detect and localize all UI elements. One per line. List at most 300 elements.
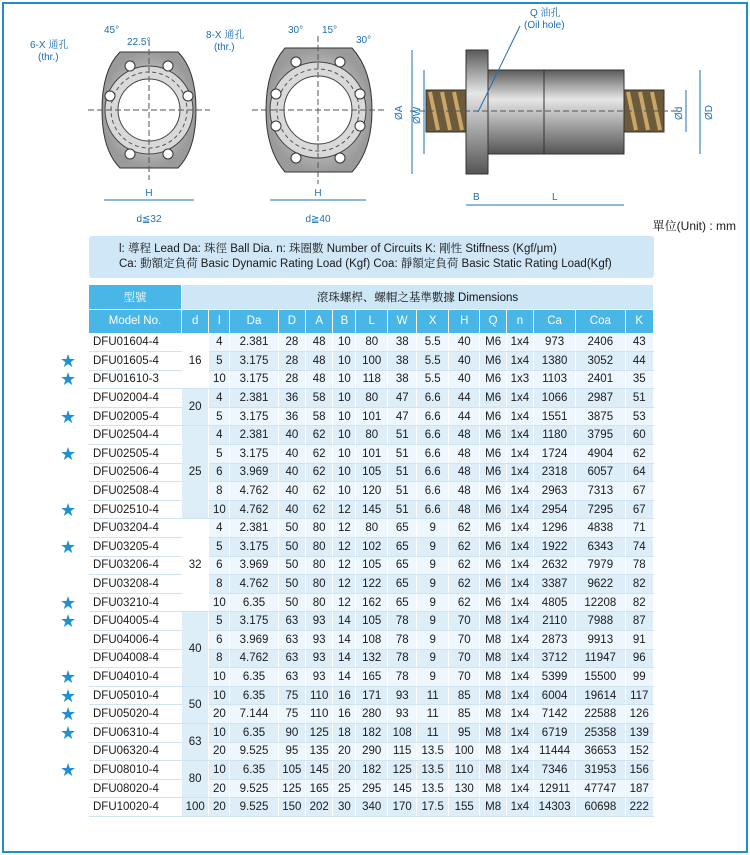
table-row (89, 538, 654, 557)
value-cell-ca: 1296 (534, 519, 576, 538)
value-cell-w: 51 (388, 445, 417, 464)
value-cell-h: 62 (448, 575, 480, 594)
value-cell-k: 60 (625, 426, 653, 445)
value-cell-w: 78 (388, 668, 417, 687)
mid-d-note: d≧40 (305, 214, 331, 225)
value-cell-l: 122 (356, 575, 388, 594)
value-cell-n: 1x4 (506, 333, 533, 352)
table-row (89, 445, 654, 464)
value-cell-b: 20 (333, 742, 356, 761)
value-cell-x: 9 (417, 575, 449, 594)
header-model-en: Model No. (89, 309, 182, 333)
value-cell-w: 108 (388, 723, 417, 742)
value-cell-b: 10 (333, 426, 356, 445)
table-row (89, 723, 654, 742)
value-cell-d: 36 (278, 407, 305, 426)
value-cell-d: 40 (278, 463, 305, 482)
value-cell-q: M8 (480, 631, 506, 650)
table-row (89, 798, 654, 817)
value-cell-h: 85 (448, 686, 480, 705)
left-angle-1: 45° (104, 25, 120, 36)
value-cell-d: 125 (278, 779, 305, 798)
value-cell-x: 13.5 (417, 779, 449, 798)
value-cell-da: 6.35 (230, 593, 278, 612)
value-cell-ca: 973 (534, 333, 576, 352)
value-cell-d: 150 (278, 798, 305, 817)
value-cell-n: 1x4 (506, 798, 533, 817)
value-cell-n: 1x4 (506, 463, 533, 482)
value-cell-l: 4 (209, 333, 230, 352)
flange-view-8-hole (206, 25, 384, 225)
model-cell: DFU03210-4 (89, 593, 182, 612)
value-cell-q: M6 (480, 407, 506, 426)
value-cell-q: M6 (480, 556, 506, 575)
value-cell-q: M8 (480, 686, 506, 705)
model-cell: DFU04010-4 (89, 668, 182, 687)
value-cell-a: 62 (306, 426, 333, 445)
value-cell-d: 36 (278, 389, 305, 408)
table-row (89, 389, 654, 408)
value-cell-h: 48 (448, 500, 480, 519)
value-cell-h: 62 (448, 593, 480, 612)
technical-drawing (0, 0, 750, 232)
star-icon: ★ (60, 592, 77, 613)
value-cell-coa: 7313 (576, 482, 625, 501)
value-cell-l: 6 (209, 556, 230, 575)
value-cell-d: 50 (278, 593, 305, 612)
value-cell-b: 10 (333, 482, 356, 501)
header-col-x: X (417, 309, 449, 333)
value-cell-x: 11 (417, 686, 449, 705)
value-cell-n: 1x4 (506, 705, 533, 724)
value-cell-d: 63 (278, 612, 305, 631)
model-cell: DFU03208-4 (89, 575, 182, 594)
table-row (89, 407, 654, 426)
value-cell-b: 10 (333, 463, 356, 482)
model-cell: DFU04005-4 (89, 612, 182, 631)
value-cell-w: 78 (388, 649, 417, 668)
model-cell: DFU02510-4 (89, 500, 182, 519)
header-col-w: W (388, 309, 417, 333)
value-cell-l: 5 (209, 352, 230, 371)
star-icon: ★ (60, 369, 77, 390)
value-cell-b: 12 (333, 519, 356, 538)
value-cell-da: 4.762 (230, 649, 278, 668)
value-cell-n: 1x4 (506, 556, 533, 575)
d-group-cell: 63 (182, 723, 209, 760)
value-cell-n: 1x4 (506, 779, 533, 798)
value-cell-x: 6.6 (417, 445, 449, 464)
value-cell-k: 35 (625, 370, 653, 389)
value-cell-ca: 7142 (534, 705, 576, 724)
value-cell-l: 10 (209, 761, 230, 780)
value-cell-a: 48 (306, 352, 333, 371)
value-cell-k: 62 (625, 445, 653, 464)
legend-line-2: Ca: 動額定負荷 Basic Dynamic Rating Load (Kgf) Coa: 靜額定負荷 Basic Static Rating Load(Kgf) (119, 258, 612, 270)
left-hole-label: 6-X 通孔 (30, 40, 69, 51)
model-cell: DFU02504-4 (89, 426, 182, 445)
star-icon: ★ (60, 350, 77, 371)
value-cell-x: 13.5 (417, 761, 449, 780)
value-cell-coa: 3052 (576, 352, 625, 371)
value-cell-da: 4.762 (230, 575, 278, 594)
d-group-cell: 40 (182, 612, 209, 686)
value-cell-ca: 2110 (534, 612, 576, 631)
value-cell-n: 1x4 (506, 631, 533, 650)
value-cell-b: 14 (333, 631, 356, 650)
value-cell-n: 1x4 (506, 538, 533, 557)
value-cell-q: M6 (480, 593, 506, 612)
table-row (89, 631, 654, 650)
star-icon: ★ (60, 759, 77, 780)
header-col-d: d (182, 309, 209, 333)
d-group-cell: 100 (182, 798, 209, 817)
value-cell-da: 3.175 (230, 352, 278, 371)
value-cell-h: 44 (448, 389, 480, 408)
value-cell-a: 202 (306, 798, 333, 817)
star-icon: ★ (60, 406, 77, 427)
value-cell-coa: 22588 (576, 705, 625, 724)
value-cell-b: 12 (333, 593, 356, 612)
value-cell-l: 102 (356, 538, 388, 557)
value-cell-b: 10 (333, 370, 356, 389)
value-cell-l: 10 (209, 500, 230, 519)
value-cell-n: 1x4 (506, 686, 533, 705)
value-cell-ca: 2632 (534, 556, 576, 575)
value-cell-a: 58 (306, 389, 333, 408)
value-cell-a: 80 (306, 538, 333, 557)
d-group-cell: 32 (182, 519, 209, 612)
value-cell-ca: 4805 (534, 593, 576, 612)
value-cell-l: 118 (356, 370, 388, 389)
value-cell-coa: 7988 (576, 612, 625, 631)
value-cell-da: 4.762 (230, 500, 278, 519)
value-cell-d: 40 (278, 426, 305, 445)
value-cell-x: 11 (417, 705, 449, 724)
value-cell-x: 6.6 (417, 463, 449, 482)
value-cell-q: M6 (480, 500, 506, 519)
value-cell-coa: 3875 (576, 407, 625, 426)
value-cell-d: 50 (278, 556, 305, 575)
mid-h-label: H (314, 188, 322, 199)
table-row (89, 649, 654, 668)
d-group-cell: 50 (182, 686, 209, 723)
value-cell-b: 14 (333, 649, 356, 668)
value-cell-b: 25 (333, 779, 356, 798)
value-cell-b: 14 (333, 612, 356, 631)
value-cell-l: 5 (209, 612, 230, 631)
value-cell-a: 145 (306, 761, 333, 780)
value-cell-q: M6 (480, 575, 506, 594)
value-cell-l: 295 (356, 779, 388, 798)
value-cell-ca: 2318 (534, 463, 576, 482)
value-cell-k: 87 (625, 612, 653, 631)
table-row (89, 463, 654, 482)
value-cell-w: 51 (388, 500, 417, 519)
value-cell-x: 6.6 (417, 426, 449, 445)
value-cell-q: M8 (480, 649, 506, 668)
value-cell-l: 5 (209, 538, 230, 557)
value-cell-k: 43 (625, 333, 653, 352)
value-cell-q: M8 (480, 761, 506, 780)
value-cell-coa: 19614 (576, 686, 625, 705)
value-cell-a: 62 (306, 500, 333, 519)
table-row (89, 705, 654, 724)
d-group-cell: 25 (182, 426, 209, 519)
value-cell-k: 51 (625, 389, 653, 408)
value-cell-w: 38 (388, 352, 417, 371)
model-cell: DFU08010-4 (89, 761, 182, 780)
model-cell: DFU06320-4 (89, 742, 182, 761)
value-cell-l: 162 (356, 593, 388, 612)
value-cell-d: 75 (278, 705, 305, 724)
value-cell-ca: 3712 (534, 649, 576, 668)
value-cell-h: 48 (448, 445, 480, 464)
value-cell-d: 50 (278, 538, 305, 557)
model-cell: DFU10020-4 (89, 798, 182, 817)
model-cell: DFU02004-4 (89, 389, 182, 408)
star-icon: ★ (60, 443, 77, 464)
value-cell-n: 1x3 (506, 370, 533, 389)
value-cell-q: M8 (480, 798, 506, 817)
value-cell-d: 75 (278, 686, 305, 705)
table-row (89, 352, 654, 371)
table-row (89, 668, 654, 687)
value-cell-h: 40 (448, 352, 480, 371)
value-cell-x: 6.6 (417, 389, 449, 408)
star-icon: ★ (60, 685, 77, 706)
value-cell-h: 62 (448, 538, 480, 557)
value-cell-q: M6 (480, 333, 506, 352)
value-cell-w: 115 (388, 742, 417, 761)
value-cell-l: 80 (356, 519, 388, 538)
value-cell-b: 10 (333, 407, 356, 426)
value-cell-l: 10 (209, 668, 230, 687)
value-cell-ca: 1103 (534, 370, 576, 389)
mid-angle-1: 30° (288, 25, 304, 36)
table-row (89, 612, 654, 631)
value-cell-l: 8 (209, 575, 230, 594)
value-cell-a: 93 (306, 668, 333, 687)
value-cell-da: 3.969 (230, 631, 278, 650)
value-cell-d: 63 (278, 649, 305, 668)
value-cell-k: 139 (625, 723, 653, 742)
dim-B: B (473, 192, 480, 203)
header-col-l: L (356, 309, 388, 333)
value-cell-da: 3.175 (230, 445, 278, 464)
value-cell-l: 20 (209, 779, 230, 798)
value-cell-d: 63 (278, 668, 305, 687)
value-cell-ca: 1724 (534, 445, 576, 464)
value-cell-n: 1x4 (506, 482, 533, 501)
value-cell-coa: 3795 (576, 426, 625, 445)
value-cell-k: 222 (625, 798, 653, 817)
value-cell-da: 4.762 (230, 482, 278, 501)
value-cell-q: M6 (480, 463, 506, 482)
value-cell-k: 82 (625, 593, 653, 612)
header-col-l: l (209, 309, 230, 333)
value-cell-n: 1x4 (506, 500, 533, 519)
value-cell-a: 58 (306, 407, 333, 426)
value-cell-q: M6 (480, 538, 506, 557)
value-cell-da: 6.35 (230, 761, 278, 780)
value-cell-ca: 2954 (534, 500, 576, 519)
header-col-q: Q (480, 309, 506, 333)
dim-L: L (552, 192, 558, 203)
value-cell-x: 6.6 (417, 407, 449, 426)
model-cell: DFU01604-4 (89, 333, 182, 352)
header-dimensions: 滾珠螺桿、螺帽之基準數據 Dimensions (182, 285, 654, 309)
value-cell-b: 12 (333, 556, 356, 575)
value-cell-ca: 5399 (534, 668, 576, 687)
value-cell-l: 8 (209, 482, 230, 501)
value-cell-coa: 9913 (576, 631, 625, 650)
value-cell-d: 28 (278, 370, 305, 389)
table-row (89, 575, 654, 594)
spec-table (89, 285, 654, 817)
value-cell-l: 182 (356, 761, 388, 780)
value-cell-ca: 1922 (534, 538, 576, 557)
model-cell: DFU04008-4 (89, 649, 182, 668)
value-cell-coa: 25358 (576, 723, 625, 742)
value-cell-coa: 2406 (576, 333, 625, 352)
value-cell-ca: 2963 (534, 482, 576, 501)
value-cell-d: 40 (278, 445, 305, 464)
value-cell-d: 50 (278, 575, 305, 594)
table-row (89, 426, 654, 445)
value-cell-x: 5.5 (417, 370, 449, 389)
header-col-k: K (625, 309, 653, 333)
dim-W: ØW (412, 106, 423, 124)
value-cell-h: 70 (448, 668, 480, 687)
left-hole-sub: (thr.) (38, 52, 59, 63)
mid-angle-2: 15° (322, 25, 338, 36)
value-cell-coa: 47747 (576, 779, 625, 798)
value-cell-ca: 11444 (534, 742, 576, 761)
value-cell-h: 62 (448, 519, 480, 538)
model-cell: DFU06310-4 (89, 723, 182, 742)
legend-line-1: l: 導程 Lead Da: 珠徑 Ball Dia. n: 珠圈數 Number of Circuits K: 剛性 Stiffness (Kgf/μm) (119, 243, 557, 255)
value-cell-d: 28 (278, 352, 305, 371)
value-cell-b: 10 (333, 445, 356, 464)
value-cell-b: 10 (333, 333, 356, 352)
value-cell-q: M8 (480, 723, 506, 742)
value-cell-n: 1x4 (506, 575, 533, 594)
value-cell-l: 10 (209, 686, 230, 705)
value-cell-w: 65 (388, 556, 417, 575)
star-icon: ★ (60, 536, 77, 557)
model-cell: DFU01605-4 (89, 352, 182, 371)
value-cell-a: 62 (306, 445, 333, 464)
dim-D: ØD (704, 105, 715, 120)
table-row (89, 482, 654, 501)
value-cell-w: 65 (388, 575, 417, 594)
value-cell-l: 145 (356, 500, 388, 519)
value-cell-ca: 2873 (534, 631, 576, 650)
value-cell-l: 4 (209, 519, 230, 538)
value-cell-w: 51 (388, 426, 417, 445)
model-cell: DFU02508-4 (89, 482, 182, 501)
value-cell-h: 95 (448, 723, 480, 742)
value-cell-n: 1x4 (506, 352, 533, 371)
value-cell-x: 5.5 (417, 333, 449, 352)
value-cell-n: 1x4 (506, 723, 533, 742)
star-icon: ★ (60, 666, 77, 687)
model-cell: DFU01610-3 (89, 370, 182, 389)
value-cell-b: 10 (333, 389, 356, 408)
value-cell-a: 125 (306, 723, 333, 742)
value-cell-d: 40 (278, 500, 305, 519)
value-cell-l: 101 (356, 445, 388, 464)
value-cell-b: 30 (333, 798, 356, 817)
value-cell-l: 105 (356, 463, 388, 482)
value-cell-l: 80 (356, 389, 388, 408)
dim-A: ØA (394, 105, 405, 120)
value-cell-q: M6 (480, 389, 506, 408)
value-cell-l: 101 (356, 407, 388, 426)
value-cell-d: 105 (278, 761, 305, 780)
value-cell-h: 48 (448, 463, 480, 482)
value-cell-da: 9.525 (230, 779, 278, 798)
value-cell-coa: 7979 (576, 556, 625, 575)
value-cell-w: 125 (388, 761, 417, 780)
value-cell-a: 93 (306, 612, 333, 631)
mid-angle-3: 30° (356, 35, 372, 46)
value-cell-k: 126 (625, 705, 653, 724)
model-cell: DFU02506-4 (89, 463, 182, 482)
value-cell-w: 145 (388, 779, 417, 798)
value-cell-x: 11 (417, 723, 449, 742)
header-col-coa: Coa (576, 309, 625, 333)
header-model-zh: 型號 (89, 285, 182, 309)
value-cell-l: 340 (356, 798, 388, 817)
value-cell-w: 51 (388, 463, 417, 482)
header-col-n: n (506, 309, 533, 333)
value-cell-b: 16 (333, 686, 356, 705)
value-cell-k: 82 (625, 575, 653, 594)
value-cell-da: 2.381 (230, 426, 278, 445)
value-cell-x: 9 (417, 519, 449, 538)
value-cell-l: 100 (356, 352, 388, 371)
value-cell-l: 105 (356, 556, 388, 575)
value-cell-x: 9 (417, 593, 449, 612)
value-cell-l: 182 (356, 723, 388, 742)
value-cell-l: 80 (356, 426, 388, 445)
value-cell-l: 10 (209, 723, 230, 742)
value-cell-n: 1x4 (506, 668, 533, 687)
value-cell-w: 78 (388, 631, 417, 650)
unit-label: 單位(Unit) : mm (652, 219, 736, 233)
value-cell-q: M8 (480, 705, 506, 724)
value-cell-k: 117 (625, 686, 653, 705)
legend-box (89, 236, 654, 278)
value-cell-b: 12 (333, 575, 356, 594)
value-cell-ca: 1180 (534, 426, 576, 445)
mid-hole-label: 8-X 通孔 (206, 30, 245, 41)
value-cell-w: 170 (388, 798, 417, 817)
value-cell-k: 156 (625, 761, 653, 780)
left-angle-2: 22.5° (127, 37, 151, 48)
value-cell-da: 2.381 (230, 519, 278, 538)
table-row (89, 500, 654, 519)
model-cell: DFU03206-4 (89, 556, 182, 575)
star-icon: ★ (60, 722, 77, 743)
value-cell-h: 155 (448, 798, 480, 817)
value-cell-l: 5 (209, 445, 230, 464)
side-view (394, 6, 715, 205)
value-cell-a: 165 (306, 779, 333, 798)
value-cell-ca: 1380 (534, 352, 576, 371)
